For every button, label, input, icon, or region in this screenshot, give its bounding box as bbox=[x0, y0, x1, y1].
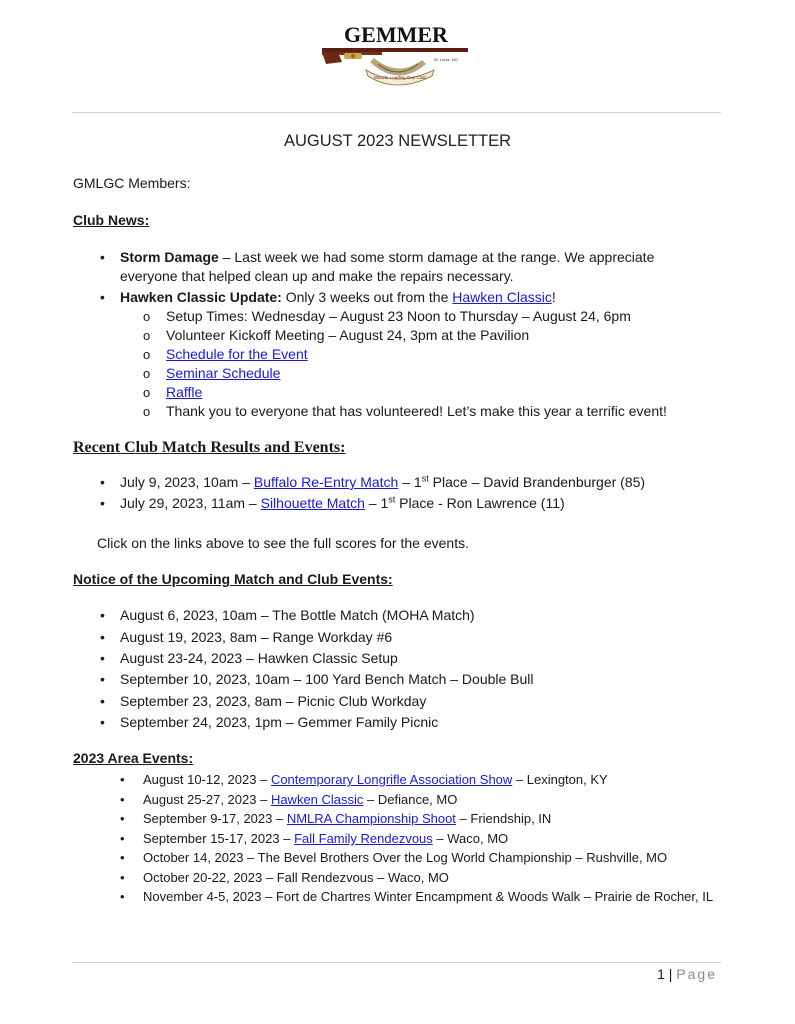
area-event-1-date: August 10-12, 2023 – bbox=[143, 772, 271, 787]
greeting: GMLGC Members: bbox=[73, 175, 191, 191]
area-event-2-location: – Defiance, MO bbox=[363, 792, 458, 807]
area-event-3-date: September 9-17, 2023 – bbox=[143, 811, 287, 826]
area-event-4-date: September 15-17, 2023 – bbox=[143, 831, 295, 846]
page-separator: | bbox=[664, 966, 677, 982]
thank-you-item: Thank you to everyone that has volunteered! Let’s make this year a terrific event! bbox=[166, 403, 667, 419]
logo-location: St. Louis, MO bbox=[433, 57, 459, 62]
bullet-dot: • bbox=[100, 289, 105, 305]
volunteer-meeting-item: Volunteer Kickoff Meeting – August 24, 3pm at the Pavilion bbox=[166, 327, 530, 343]
area-event-4 bbox=[143, 829, 508, 848]
result-1-place: – 1 bbox=[398, 474, 422, 490]
bullet-dot: • bbox=[100, 495, 105, 511]
header-divider bbox=[72, 112, 721, 113]
bullet-dot: • bbox=[100, 629, 105, 645]
bullet-dot: • bbox=[100, 249, 105, 265]
bullet-dot: • bbox=[100, 693, 105, 709]
fall-family-rendezvous-link[interactable]: Fall Family Rendezvous bbox=[294, 831, 433, 846]
circle-bullet: o bbox=[143, 309, 151, 324]
hawken-update-text: Only 3 weeks out from the bbox=[281, 289, 453, 305]
area-event-5: October 14, 2023 – The Bevel Brothers Over the Log World Championship – Rushville, MO bbox=[143, 850, 668, 865]
upcoming-item: August 23-24, 2023 – Hawken Classic Setup bbox=[120, 650, 398, 666]
circle-bullet: o bbox=[143, 328, 151, 343]
logo-title: GEMMER bbox=[344, 22, 448, 47]
hawken-classic-link[interactable]: Hawken Classic bbox=[452, 289, 552, 305]
upcoming-item: September 23, 2023, 8am – Picnic Club Workday bbox=[120, 693, 427, 709]
upcoming-heading: Notice of the Upcoming Match and Club Events: bbox=[73, 571, 393, 587]
bullet-dot: • bbox=[120, 792, 125, 807]
bullet-dot: • bbox=[120, 811, 125, 826]
storm-damage-text-2: everyone that helped clean up and make the repairs necessary. bbox=[120, 268, 514, 284]
newsletter-title: AUGUST 2023 NEWSLETTER bbox=[283, 132, 512, 150]
bullet-dot: • bbox=[120, 831, 125, 846]
recent-results-heading: Recent Club Match Results and Events: bbox=[73, 439, 346, 456]
raffle-link[interactable]: Raffle bbox=[166, 384, 203, 400]
schedule-event-link[interactable]: Schedule for the Event bbox=[166, 346, 308, 362]
seminar-schedule-link[interactable]: Seminar Schedule bbox=[166, 365, 281, 381]
result-2-place: – 1 bbox=[364, 495, 389, 511]
storm-damage-text: – Last week we had some storm damage at the range. We appreciate bbox=[218, 249, 655, 265]
upcoming-item: September 24, 2023, 1pm – Gemmer Family Picnic bbox=[120, 714, 439, 730]
bullet-dot: • bbox=[120, 850, 125, 865]
result-1-date: July 9, 2023, 10am – bbox=[120, 474, 254, 490]
bullet-dot: • bbox=[100, 714, 105, 730]
storm-damage-item bbox=[120, 248, 654, 267]
area-event-3 bbox=[143, 809, 551, 828]
hawken-classic-event-link[interactable]: Hawken Classic bbox=[270, 792, 364, 807]
circle-bullet: o bbox=[143, 404, 151, 419]
ordinal-suffix: st bbox=[421, 473, 429, 484]
bullet-dot: • bbox=[100, 474, 105, 490]
nmlra-championship-link[interactable]: NMLRA Championship Shoot bbox=[286, 811, 456, 826]
bullet-dot: • bbox=[120, 889, 125, 904]
buffalo-reentry-link[interactable]: Buffalo Re-Entry Match bbox=[253, 474, 399, 490]
silhouette-match-link[interactable]: Silhouette Match bbox=[260, 495, 365, 511]
result-item-1 bbox=[120, 473, 645, 492]
page-word: Page bbox=[676, 966, 717, 982]
bullet-dot: • bbox=[100, 607, 105, 623]
upcoming-item: September 10, 2023, 10am – 100 Yard Bench Match – Double Bull bbox=[120, 671, 534, 687]
area-event-2-date: August 25-27, 2023 – bbox=[143, 792, 271, 807]
upcoming-item: August 19, 2023, 8am – Range Workday #6 bbox=[120, 629, 393, 645]
result-item-2 bbox=[120, 494, 565, 513]
circle-bullet: o bbox=[143, 347, 151, 362]
area-event-2 bbox=[143, 790, 457, 809]
ordinal-suffix: st bbox=[388, 494, 396, 505]
results-note: Click on the links above to see the full scores for the events. bbox=[97, 535, 469, 551]
page-footer bbox=[657, 966, 717, 982]
area-event-3-location: – Friendship, IN bbox=[455, 811, 552, 826]
bullet-dot: • bbox=[120, 772, 125, 787]
result-2-date: July 29, 2023, 11am – bbox=[120, 495, 261, 511]
area-event-6: October 20-22, 2023 – Fall Rendezvous – Waco, MO bbox=[143, 870, 449, 885]
club-news-heading: Club News: bbox=[73, 212, 150, 228]
page-number: 1 bbox=[657, 966, 665, 982]
area-event-1 bbox=[143, 770, 608, 789]
hawken-update-item bbox=[120, 288, 556, 307]
setup-times-item: Setup Times: Wednesday – August 23 Noon to Thursday – August 24, 6pm bbox=[166, 308, 631, 324]
result-2-winner: Place - Ron Lawrence (11) bbox=[395, 495, 565, 511]
storm-damage-label: Storm Damage bbox=[120, 249, 219, 265]
upcoming-item: August 6, 2023, 10am – The Bottle Match (MOHA Match) bbox=[120, 607, 475, 623]
bullet-dot: • bbox=[100, 671, 105, 687]
area-events-heading: 2023 Area Events: bbox=[73, 750, 194, 766]
hawken-update-label: Hawken Classic Update: bbox=[120, 289, 282, 305]
footer-divider bbox=[72, 962, 721, 963]
hawken-update-end: ! bbox=[551, 289, 556, 305]
circle-bullet: o bbox=[143, 366, 151, 381]
bullet-dot: • bbox=[100, 650, 105, 666]
logo-subtitle: Muzzle Loading Gun Club bbox=[374, 75, 426, 80]
bullet-dot: • bbox=[120, 870, 125, 885]
result-1-winner: Place – David Brandenburger (85) bbox=[428, 474, 646, 490]
circle-bullet: o bbox=[143, 385, 151, 400]
area-event-1-location: – Lexington, KY bbox=[512, 772, 608, 787]
area-event-7: November 4-5, 2023 – Fort de Chartres Winter Encampment & Woods Walk – Prairie de Rocher, IL bbox=[143, 889, 714, 904]
gemmer-logo bbox=[318, 18, 474, 90]
longrifle-show-link[interactable]: Contemporary Longrifle Association Show bbox=[270, 772, 513, 787]
area-event-4-location: – Waco, MO bbox=[432, 831, 509, 846]
